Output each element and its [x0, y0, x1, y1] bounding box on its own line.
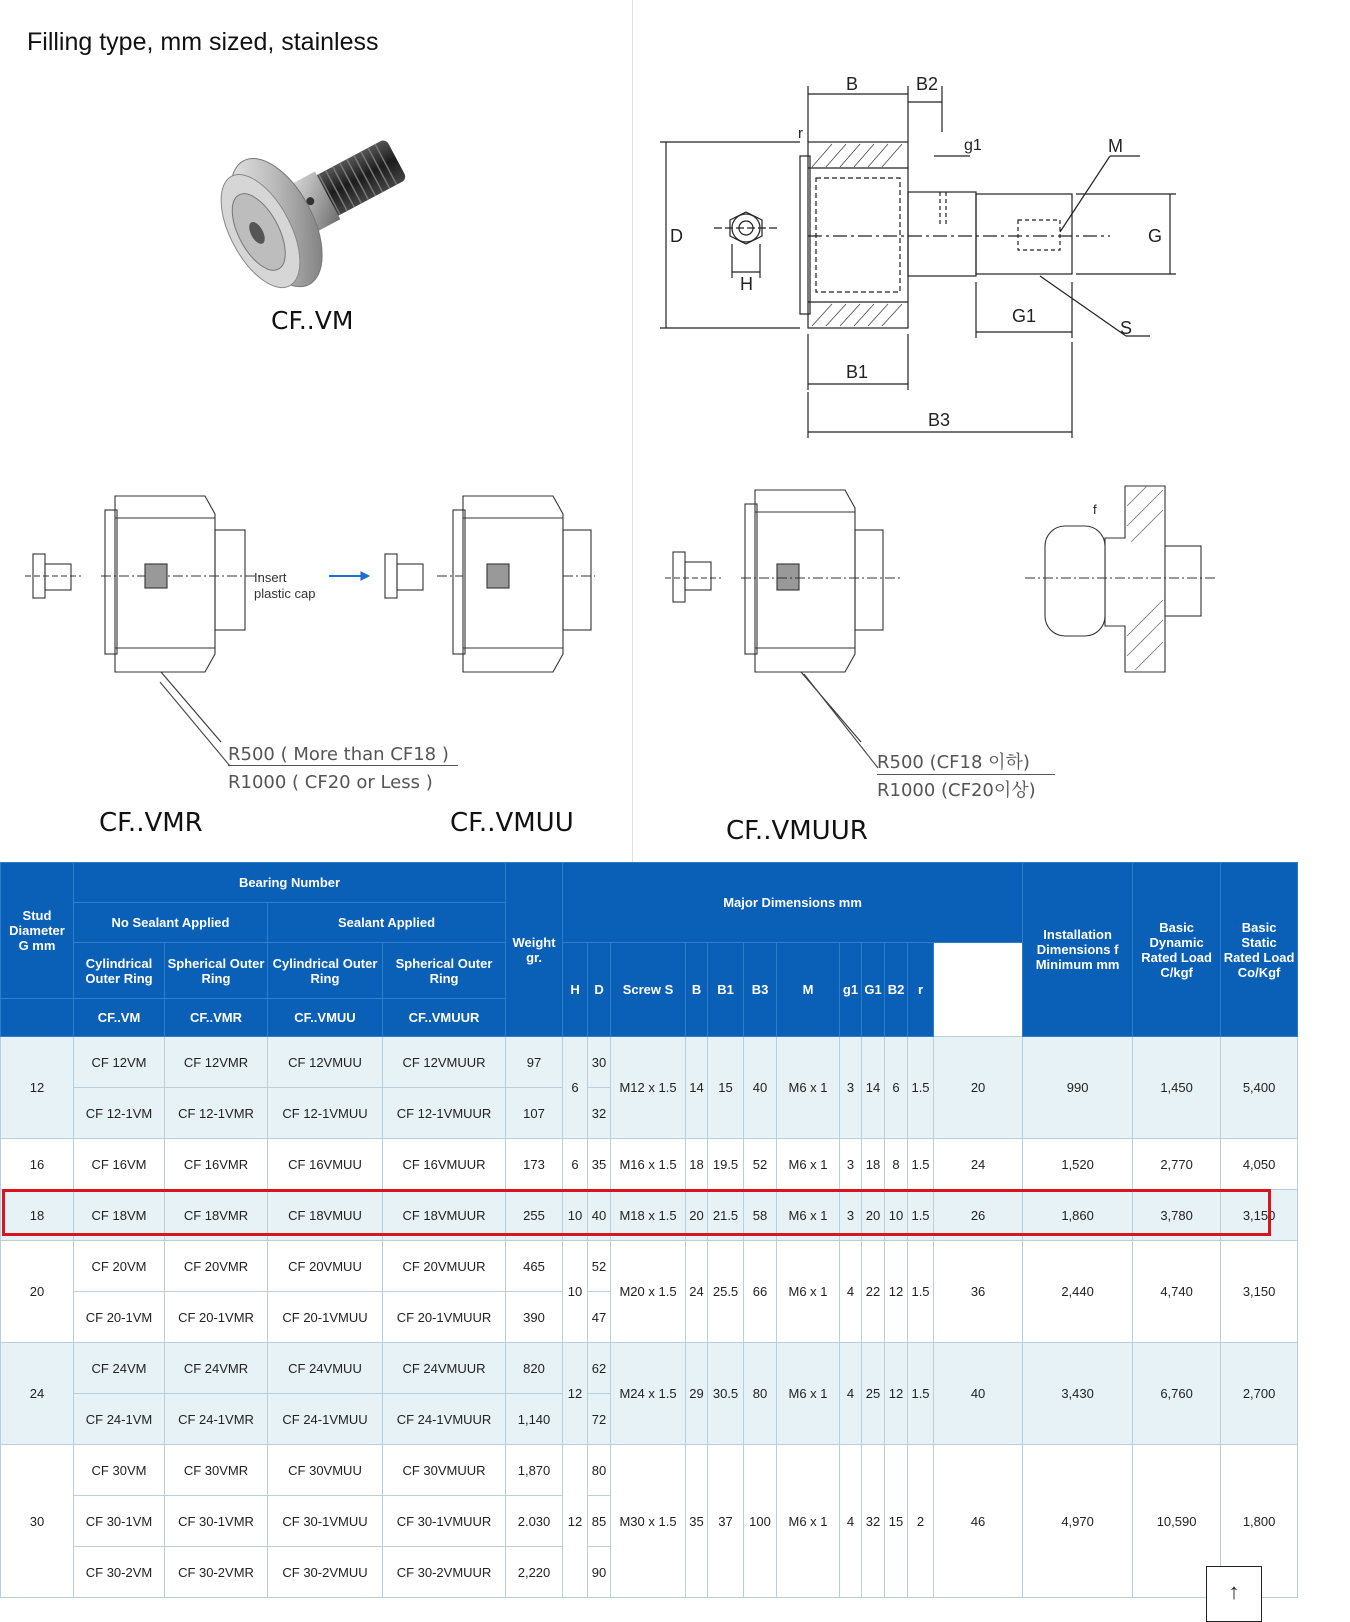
header-major-dimensions: Major Dimensions mm	[563, 863, 1023, 943]
cell-weight: 465	[506, 1241, 563, 1292]
cell-b1: 21.5	[708, 1190, 744, 1241]
cell-b3: 66	[744, 1241, 777, 1343]
cell-rpm: 3,150	[1221, 1190, 1298, 1241]
cell-vmuu: CF 24VMUU	[268, 1343, 383, 1394]
header-b3: B3	[744, 943, 777, 1037]
cell-b2: 15	[885, 1445, 908, 1598]
dim-label-b2: B2	[916, 74, 939, 94]
header-b: B	[686, 943, 708, 1037]
cell-stat: 3,780	[1133, 1190, 1221, 1241]
spec-table-body	[1, 1037, 1298, 1598]
cell-vmuu: CF 20VMUU	[268, 1241, 383, 1292]
cell-b2: 6	[885, 1037, 908, 1139]
header-g1-small: g1	[840, 943, 862, 1037]
cell-weight: 97	[506, 1037, 563, 1088]
cell-vmuur: CF 18VMUUR	[383, 1190, 506, 1241]
radius-note-left-1: R500 ( More than CF18 )	[228, 744, 458, 766]
cell-vmr: CF 12VMR	[165, 1037, 268, 1088]
header-d: D	[588, 943, 611, 1037]
cell-vmuur: CF 12VMUUR	[383, 1037, 506, 1088]
spec-table: Stud Diameter G mm Bearing Number Weight gr. Major Dimensions mm Installation Dimensions f Minimum mm Basic Dynamic Rated Load C/kgf Basic Static Rated Load Co/Kgf Allowed RPM No Sealant Applied Sealant Applied Cylindrical Outer Ring Spherical Outer Ring Cylindrical Outer Ring Spherical Outer Ring H D Screw S B B1 B3 M g1 G1 B2 r CF..VM CF..VMR CF..VMUU CF..VMUUR 12 CF 12VM CF 12VMR CF 12VMUU CF 12VMUUR 97 6 30 M12 x 1.5 14 15 40 M6 x 1 3 14 6 1.5 20 990 1,450 5,400 CF 12-1VM CF 12-1VMR CF 12-1VMUU CF 12-1VMUUR 107 32 16 CF 16VM CF 16VMR CF 16VMUU CF 16VMUUR 173 6 35 M16 x 1.5 18 19.5 52 M6 x 1 3 18 8 1.5 24 1,520 2,770 4,050 18 CF 18VM CF 18VMR CF 18VMUU CF 18VMUUR 255 10 40 M18 x 1.5 20 21.5 58 M6 x 1 3 20 10 1.5 26 1,860 3,780 3,150 20 CF 20VM CF 20VMR CF 20VMUU CF 20VMUUR 465 10 52 M20 x 1.5 24 25.5 66 M6 x 1 4 22 12 1.5 36 2,440 4,740 3,150 CF 20-1VM CF 20-1VMR CF 20-1VMUU CF 20-1VMUUR 390 47 24 CF 24VM CF 24VMR CF 24VMUU CF 24VMUUR 820 12 62 M24 x 1.5 29 30.5 80 M6 x 1 4 25 12 1.5 40 3,430 6,760 2,700 CF 24-1VM CF 24-1VMR CF 24-1VMUU CF 24-1VMUUR 1,140 72 30 CF 30VM CF 30VMR CF 30VMUU CF 30VMUUR 1,870 12 80 M30 x 1.5 35 37 100 M6 x 1 4 32 15 2 46 4,970 10,590 1,800 CF 30-1VM CF 30-1VMR CF 30-1VMUU CF 30-1VMUUR 2.030 85 CF 30-2VM CF 30-2VMR CF 30-2VMUU CF 30-2VMUUR 2,220 90	[0, 862, 1298, 1598]
cell-screw: M18 x 1.5	[611, 1190, 686, 1241]
cell-weight: 820	[506, 1343, 563, 1394]
cell-rpm: 4,050	[1221, 1139, 1298, 1190]
header-h: H	[563, 943, 588, 1037]
header-code-vmuur: CF..VMUUR	[383, 999, 506, 1037]
cell-h: 10	[563, 1190, 588, 1241]
cell-f: 20	[934, 1037, 1023, 1139]
header-sealant: Sealant Applied	[268, 903, 506, 943]
dim-label-s: S	[1120, 318, 1133, 338]
cell-screw: M20 x 1.5	[611, 1241, 686, 1343]
cell-vmr: CF 16VMR	[165, 1139, 268, 1190]
cell-vm: CF 30-2VM	[74, 1547, 165, 1598]
cell-h: 6	[563, 1139, 588, 1190]
cell-d: 72	[588, 1394, 611, 1445]
cell-vm: CF 20-1VM	[74, 1292, 165, 1343]
dim-label-g1: G1	[1012, 306, 1037, 326]
cell-g1s: 3	[840, 1037, 862, 1139]
cell-vmr: CF 24-1VMR	[165, 1394, 268, 1445]
cell-b2: 8	[885, 1139, 908, 1190]
dim-label-d: D	[670, 226, 683, 246]
cell-b3: 40	[744, 1037, 777, 1139]
cell-vmuu: CF 30VMUU	[268, 1445, 383, 1496]
cell-dyn: 990	[1023, 1037, 1133, 1139]
cell-vmuur: CF 30-2VMUUR	[383, 1547, 506, 1598]
cell-vmuur: CF 20-1VMUUR	[383, 1292, 506, 1343]
cell-weight: 255	[506, 1190, 563, 1241]
cell-dyn: 1,860	[1023, 1190, 1133, 1241]
header-b2: B2	[885, 943, 908, 1037]
cell-g1: 22	[862, 1241, 885, 1343]
cell-vm: CF 24-1VM	[74, 1394, 165, 1445]
header-spherical-1: Spherical Outer Ring	[165, 943, 268, 999]
table-row	[1, 1241, 1298, 1292]
cell-m: M6 x 1	[777, 1037, 840, 1139]
cell-b: 35	[686, 1445, 708, 1598]
header-weight: Weight gr.	[506, 863, 563, 1037]
cell-r: 1.5	[908, 1190, 934, 1241]
cell-g1s: 4	[840, 1343, 862, 1445]
header-code-vm: CF..VM	[74, 999, 165, 1037]
dim-label-b: B	[846, 74, 859, 94]
header-dynamic-load: Basic Dynamic Rated Load C/kgf	[1133, 863, 1221, 1037]
scroll-top-button[interactable]	[1206, 1566, 1262, 1622]
cell-vmuu: CF 30-1VMUU	[268, 1496, 383, 1547]
header-screw: Screw S	[611, 943, 686, 1037]
arrow-up-icon: ↑	[1228, 1579, 1240, 1604]
cell-b1: 25.5	[708, 1241, 744, 1343]
label-vmuur: CF..VMUUR	[726, 816, 868, 846]
cell-stud: 12	[1, 1037, 74, 1139]
cell-rpm: 1,800	[1221, 1445, 1298, 1598]
cell-vmr: CF 20VMR	[165, 1241, 268, 1292]
cell-vmuur: CF 30-1VMUUR	[383, 1496, 506, 1547]
product-photo	[205, 110, 425, 310]
cell-r: 2	[908, 1445, 934, 1598]
cell-d: 80	[588, 1445, 611, 1496]
table-row	[1, 1445, 1298, 1496]
cell-b3: 58	[744, 1190, 777, 1241]
cell-vm: CF 12VM	[74, 1037, 165, 1088]
cell-screw: M12 x 1.5	[611, 1037, 686, 1139]
table-row	[1, 1139, 1298, 1190]
cell-vmr: CF 24VMR	[165, 1343, 268, 1394]
cell-vmuur: CF 16VMUUR	[383, 1139, 506, 1190]
cell-d: 47	[588, 1292, 611, 1343]
header-g1: G1	[862, 943, 885, 1037]
cell-weight: 1,140	[506, 1394, 563, 1445]
table-row	[1, 1343, 1298, 1394]
plastic-cap-drawing	[25, 486, 615, 686]
cell-dyn: 2,440	[1023, 1241, 1133, 1343]
cell-vmuur: CF 24-1VMUUR	[383, 1394, 506, 1445]
cell-vm: CF 24VM	[74, 1343, 165, 1394]
cell-d: 32	[588, 1088, 611, 1139]
cell-screw: M30 x 1.5	[611, 1445, 686, 1598]
spec-table-container	[0, 862, 1350, 1598]
cell-d: 52	[588, 1241, 611, 1292]
cell-r: 1.5	[908, 1241, 934, 1343]
cell-vm: CF 18VM	[74, 1190, 165, 1241]
header-cylindrical-2: Cylindrical Outer Ring	[268, 943, 383, 999]
cell-vmuu: CF 30-2VMUU	[268, 1547, 383, 1598]
cell-vm: CF 16VM	[74, 1139, 165, 1190]
cell-b3: 80	[744, 1343, 777, 1445]
header-b1: B1	[708, 943, 744, 1037]
cell-h: 6	[563, 1037, 588, 1139]
header-spherical-2: Spherical Outer Ring	[383, 943, 506, 999]
cell-dyn: 4,970	[1023, 1445, 1133, 1598]
cell-h: 12	[563, 1343, 588, 1445]
cell-b: 18	[686, 1139, 708, 1190]
cell-vm: CF 30VM	[74, 1445, 165, 1496]
cell-rpm: 3,150	[1221, 1241, 1298, 1343]
cell-f: 36	[934, 1241, 1023, 1343]
header-code-vmr: CF..VMR	[165, 999, 268, 1037]
cell-b2: 10	[885, 1190, 908, 1241]
cell-vmuur: CF 12-1VMUUR	[383, 1088, 506, 1139]
cell-weight: 1,870	[506, 1445, 563, 1496]
header-installation: Installation Dimensions f Minimum mm	[1023, 863, 1133, 1037]
photo-label: CF..VM	[271, 306, 354, 335]
cell-r: 1.5	[908, 1139, 934, 1190]
cell-g1: 18	[862, 1139, 885, 1190]
cell-vmr: CF 30-1VMR	[165, 1496, 268, 1547]
cell-g1s: 4	[840, 1445, 862, 1598]
cell-rpm: 5,400	[1221, 1037, 1298, 1139]
cell-f: 40	[934, 1343, 1023, 1445]
dimension-drawing	[650, 72, 1210, 452]
cell-vmuur: CF 30VMUUR	[383, 1445, 506, 1496]
cell-d: 85	[588, 1496, 611, 1547]
cell-b1: 19.5	[708, 1139, 744, 1190]
cell-g1s: 3	[840, 1139, 862, 1190]
cell-f: 24	[934, 1139, 1023, 1190]
insert-note: Insert plastic cap	[254, 570, 316, 601]
cell-d: 35	[588, 1139, 611, 1190]
cell-weight: 2,220	[506, 1547, 563, 1598]
cell-vmuu: CF 16VMUU	[268, 1139, 383, 1190]
cell-g1: 20	[862, 1190, 885, 1241]
cell-vmuu: CF 20-1VMUU	[268, 1292, 383, 1343]
table-row	[1, 1037, 1298, 1088]
cell-vmuu: CF 24-1VMUU	[268, 1394, 383, 1445]
dim-label-g1-small: g1	[964, 137, 982, 154]
dim-label-h: H	[740, 274, 753, 294]
cell-r: 1.5	[908, 1037, 934, 1139]
cell-d: 62	[588, 1343, 611, 1394]
cell-vmr: CF 18VMR	[165, 1190, 268, 1241]
header-stud: Stud Diameter G mm	[1, 863, 74, 999]
cell-h: 12	[563, 1445, 588, 1598]
label-vmuu: CF..VMUU	[450, 808, 574, 838]
mounting-drawing	[665, 486, 1245, 686]
page-title: Filling type, mm sized, stainless	[27, 28, 379, 56]
cell-stat: 2,770	[1133, 1139, 1221, 1190]
cell-dyn: 3,430	[1023, 1343, 1133, 1445]
cell-d: 40	[588, 1190, 611, 1241]
cell-m: M6 x 1	[777, 1343, 840, 1445]
cell-vmr: CF 30-2VMR	[165, 1547, 268, 1598]
cell-weight: 107	[506, 1088, 563, 1139]
dim-label-g: G	[1148, 226, 1163, 246]
dim-label-r: r	[798, 125, 803, 142]
cell-b1: 37	[708, 1445, 744, 1598]
cell-b2: 12	[885, 1241, 908, 1343]
cell-stat: 6,760	[1133, 1343, 1221, 1445]
cell-m: M6 x 1	[777, 1445, 840, 1598]
cell-d: 90	[588, 1547, 611, 1598]
cell-vmuur: CF 20VMUUR	[383, 1241, 506, 1292]
label-vmr: CF..VMR	[99, 808, 203, 838]
cell-weight: 173	[506, 1139, 563, 1190]
cell-stud: 20	[1, 1241, 74, 1343]
cell-d: 30	[588, 1037, 611, 1088]
header-static-load: Basic Static Rated Load Co/Kgf	[1221, 863, 1298, 1037]
header-no-sealant: No Sealant Applied	[74, 903, 268, 943]
cell-stud: 24	[1, 1343, 74, 1445]
cell-f: 26	[934, 1190, 1023, 1241]
radius-note-left-2: R1000 ( CF20 or Less )	[228, 772, 433, 793]
header-cylindrical-1: Cylindrical Outer Ring	[74, 943, 165, 999]
cell-stat: 4,740	[1133, 1241, 1221, 1343]
cell-b3: 52	[744, 1139, 777, 1190]
cell-screw: M24 x 1.5	[611, 1343, 686, 1445]
cell-vmr: CF 20-1VMR	[165, 1292, 268, 1343]
cell-weight: 2.030	[506, 1496, 563, 1547]
cell-rpm: 2,700	[1221, 1343, 1298, 1445]
header-r: r	[908, 943, 934, 1037]
cell-vmuu: CF 18VMUU	[268, 1190, 383, 1241]
cell-vm: CF 12-1VM	[74, 1088, 165, 1139]
cell-m: M6 x 1	[777, 1190, 840, 1241]
cell-b: 24	[686, 1241, 708, 1343]
table-row	[1, 1190, 1298, 1241]
cell-b1: 15	[708, 1037, 744, 1139]
cell-g1: 25	[862, 1343, 885, 1445]
cell-stat: 1,450	[1133, 1037, 1221, 1139]
header-m: M	[777, 943, 840, 1037]
radius-note-right-1: R500 (CF18 이하)	[877, 748, 1055, 775]
cell-h: 10	[563, 1241, 588, 1343]
cell-dyn: 1,520	[1023, 1139, 1133, 1190]
cell-weight: 390	[506, 1292, 563, 1343]
cell-m: M6 x 1	[777, 1139, 840, 1190]
cell-vmr: CF 12-1VMR	[165, 1088, 268, 1139]
cell-b: 14	[686, 1037, 708, 1139]
dim-label-b3: B3	[928, 410, 951, 430]
cell-b3: 100	[744, 1445, 777, 1598]
svg-text:f: f	[1093, 502, 1097, 517]
cell-r: 1.5	[908, 1343, 934, 1445]
cell-f: 46	[934, 1445, 1023, 1598]
cell-screw: M16 x 1.5	[611, 1139, 686, 1190]
header-code-vmuu: CF..VMUU	[268, 999, 383, 1037]
cell-vmuu: CF 12VMUU	[268, 1037, 383, 1088]
cell-stat: 10,590	[1133, 1445, 1221, 1598]
cell-vmuu: CF 12-1VMUU	[268, 1088, 383, 1139]
cell-b2: 12	[885, 1343, 908, 1445]
cell-vm: CF 20VM	[74, 1241, 165, 1292]
cell-g1s: 3	[840, 1190, 862, 1241]
cell-vmuur: CF 24VMUUR	[383, 1343, 506, 1394]
dim-label-m: M	[1108, 136, 1123, 156]
cell-vmr: CF 30VMR	[165, 1445, 268, 1496]
cell-g1s: 4	[840, 1241, 862, 1343]
cell-b: 20	[686, 1190, 708, 1241]
cell-stud: 18	[1, 1190, 74, 1241]
cell-g1: 14	[862, 1037, 885, 1139]
cell-vm: CF 30-1VM	[74, 1496, 165, 1547]
cell-stud: 16	[1, 1139, 74, 1190]
cell-stud: 30	[1, 1445, 74, 1598]
cell-b1: 30.5	[708, 1343, 744, 1445]
cell-b: 29	[686, 1343, 708, 1445]
cell-m: M6 x 1	[777, 1241, 840, 1343]
dim-label-b1: B1	[846, 362, 869, 382]
cell-g1: 32	[862, 1445, 885, 1598]
radius-note-right-2: R1000 (CF20이상)	[877, 780, 1036, 801]
header-bearing-number: Bearing Number	[74, 863, 506, 903]
figure-divider	[632, 0, 633, 862]
